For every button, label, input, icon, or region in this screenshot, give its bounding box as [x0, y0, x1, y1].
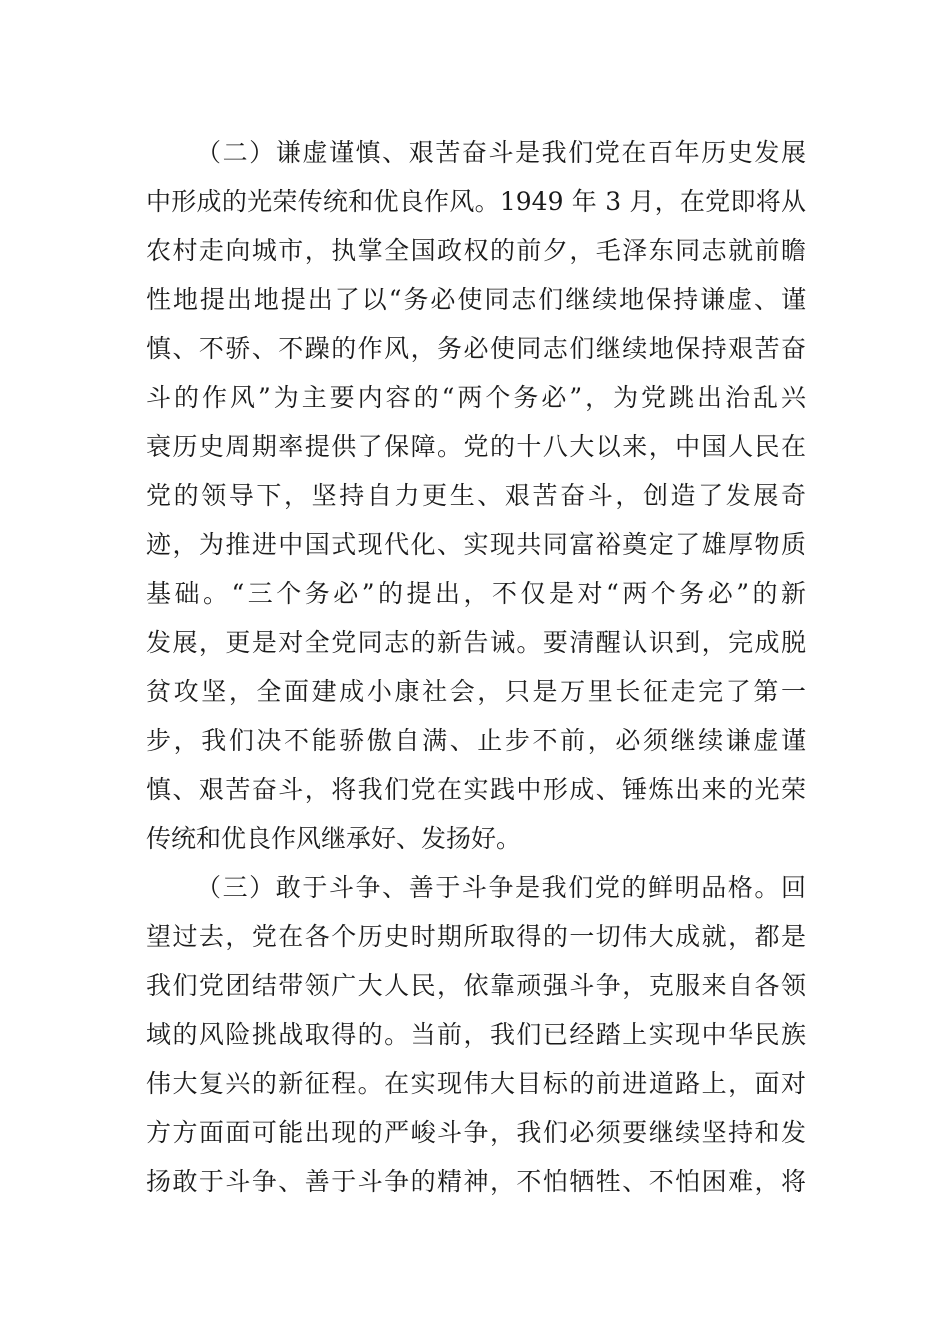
paragraph-line: 扬敢于斗争、善于斗争的精神，不怕牺牲、不怕困难，将 — [146, 1167, 806, 1196]
paragraph-line: 中形成的光荣传统和优良作风。1949 年 3 月，在党即将从 — [146, 187, 806, 216]
paragraph-line: 斗的作风”为主要内容的“两个务必”，为党跳出治乱兴 — [146, 383, 806, 412]
paragraph-3 — [146, 863, 806, 1206]
paragraph-line: 传统和优良作风继承好、发扬好。 — [146, 824, 522, 853]
paragraph-line: 发展，更是对全党同志的新告诫。要清醒认识到，完成脱 — [146, 628, 806, 657]
paragraph-line: 基础。“三个务必”的提出，不仅是对“两个务必”的新 — [146, 579, 806, 608]
paragraph-line: 域的风险挑战取得的。当前，我们已经踏上实现中华民族 — [146, 1020, 806, 1049]
paragraph-line: 望过去，党在各个历史时期所取得的一切伟大成就，都是 — [146, 922, 806, 951]
paragraph-line: （二）谦虚谨慎、艰苦奋斗是我们党在百年历史发展 — [196, 138, 806, 167]
paragraph-line: （三）敢于斗争、善于斗争是我们党的鲜明品格。回 — [196, 873, 806, 902]
paragraph-line: 性地提出地提出了以“务必使同志们继续地保持谦虚、谨 — [146, 285, 806, 314]
paragraph-line: 慎、艰苦奋斗，将我们党在实践中形成、锤炼出来的光荣 — [146, 775, 806, 804]
paragraph-line: 迹，为推进中国式现代化、实现共同富裕奠定了雄厚物质 — [146, 530, 806, 559]
paragraph-line: 伟大复兴的新征程。在实现伟大目标的前进道路上，面对 — [146, 1069, 806, 1098]
paragraph-line: 农村走向城市，执掌全国政权的前夕，毛泽东同志就前瞻 — [146, 236, 806, 265]
paragraph-line: 我们党团结带领广大人民，依靠顽强斗争，克服来自各领 — [146, 971, 806, 1000]
paragraph-line: 慎、不骄、不躁的作风，务必使同志们继续地保持艰苦奋 — [146, 334, 806, 363]
paragraph-2 — [146, 128, 806, 863]
paragraph-line: 衰历史周期率提供了保障。党的十八大以来，中国人民在 — [146, 432, 806, 461]
body-text — [146, 128, 806, 1206]
paragraph-line: 步，我们决不能骄傲自满、止步不前，必须继续谦虚谨 — [146, 726, 806, 755]
paragraph-line: 方方面面可能出现的严峻斗争，我们必须要继续坚持和发 — [146, 1118, 806, 1147]
paragraph-line: 贫攻坚，全面建成小康社会，只是万里长征走完了第一 — [146, 677, 806, 706]
paragraph-line: 党的领导下，坚持自力更生、艰苦奋斗，创造了发展奇 — [146, 481, 806, 510]
